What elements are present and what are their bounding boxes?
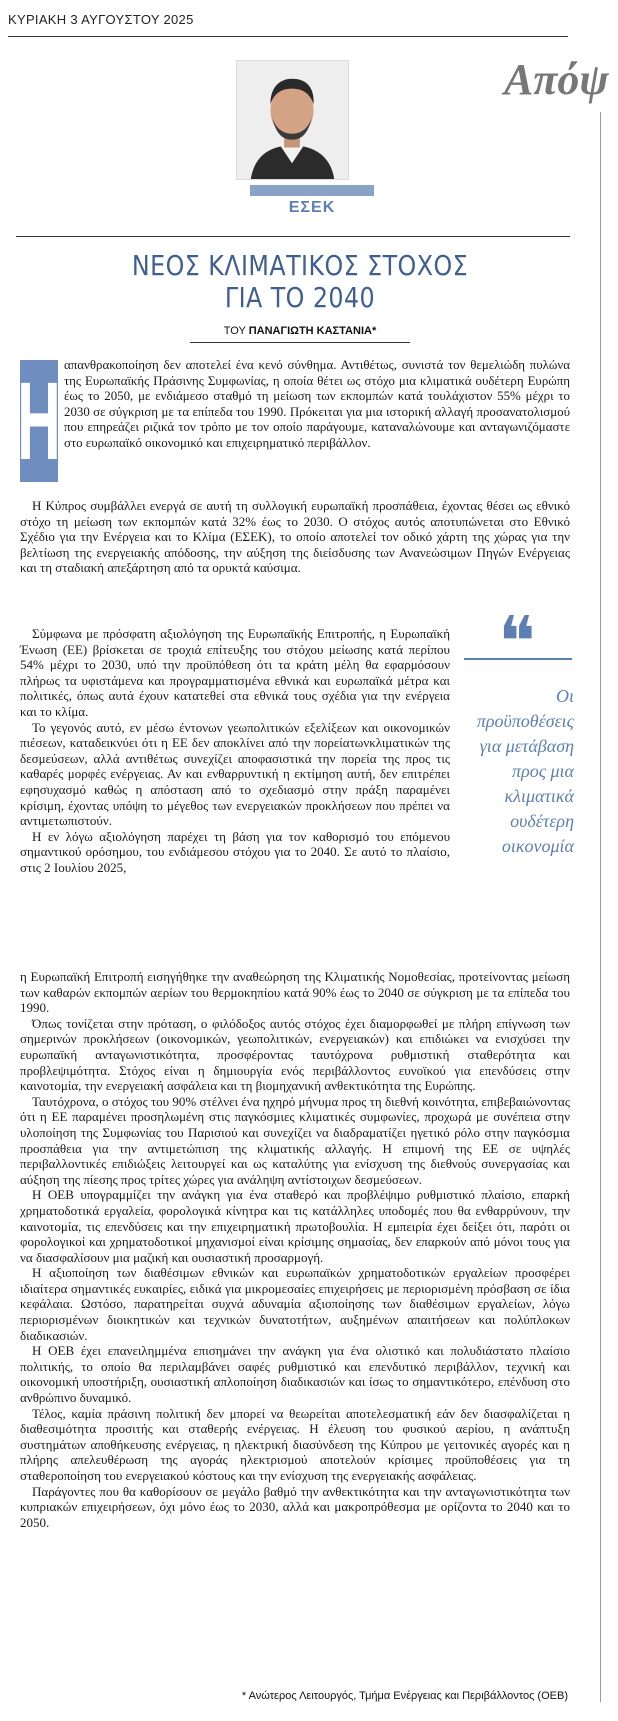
tag-bar [250,185,374,196]
body-column-narrow [20,626,450,876]
pullquote-line: οικονομία [501,836,574,856]
category-tag: ΕΣΕΚ [288,199,336,216]
byline-author: ΠΑΝΑΓΙΩΤΗ ΚΑΣΤΑΝΙΑ* [248,325,377,337]
byline-rule [190,342,410,343]
author-photo [236,60,349,180]
headline-rule [16,236,570,237]
pullquote-line: ουδέτερη [510,811,574,831]
section-title: Απόψ [504,55,609,104]
pullquote [462,684,574,859]
right-column-rule [600,112,601,1702]
headline-line-1: ΝΕΟΣ ΚΛΙΜΑΤΙΚΟΣ ΣΤΟΧΟΣ [131,249,469,282]
paragraph-11: Τέλος, καμία πράσινη πολιτική δεν μπορεί να θεωρείται αποτελεσματική εάν δεν διασφαλίζεται η διαθεσιμότητα προσιτής και σταθερής ενέργειας. Η έλευση του φυσικού αερίου, η ανάπτυξη συστημάτων αποθήκευσης ενέργειας, η ηλεκτρική διασύνδεση της Κύπρου με γειτονικές αγορές και η πλήρης απελευθέρωση της αγοράς ηλεκτρισμού αποτελούν κρίσιμες προϋποθέσεις για τη σταθεροποίηση του ενεργειακού κόστους και την ενίσχυση της ενεργειακής ασφάλειας. [20,1405,570,1483]
pullquote-line: προς μια [512,761,574,781]
author-portrait-image [237,61,348,179]
byline [100,325,500,337]
pullquote-line: κλιματικά [504,786,574,806]
paragraph-9: Η αξιοποίηση των διαθέσιμων εθνικών και ευρωπαϊκών χρηματοδοτικών εργαλείων προσφέρει ιδιαίτερα σημαντικές ευκαιρίες, ειδικά για μικρομεσαίες επιχειρήσεις με περιορισμένη πρόσβαση σε ίδια κεφάλαια. Ωστόσο, παρατηρείται συχνά αδυναμία αξιοποίησης των διαθέσιμων εργαλείων, λόγω περιορισμένων διοικητικών και τεχνικών δυνατοτήτων, αυξημένων απαιτήσεων και πολύπλοκων διαδικασιών. [20,1265,570,1343]
body-column-intro [64,358,570,452]
paragraph-3: Σύμφωνα με πρόσφατη αξιολόγηση της Ευρωπαϊκής Επιτροπής, η Ευρωπαϊκή Ένωση (ΕΕ) βρίσκεται σε τροχιά επίτευξης του στόχου μείωσης κατά περίπου 54% μέχρι το 2030, υπό την προϋπόθεση ότι τα κράτη μέλη θα εφαρμόσουν πλήρως τα υφιστάμενα και προγραμματισμένα εθνικά και ευρωπαϊκά μέτρα και πολιτικές, όπως αυτά έχουν κατατεθεί στα εθνικά τους σχέδια για την ενέργεια και το κλίμα. [20,626,450,719]
top-rule [8,36,568,37]
pullquote-line: προϋποθέσεις [476,711,574,731]
drop-cap [17,359,61,483]
byline-prefix: ΤΟΥ [223,325,246,337]
headline-line-2: ΓΙΑ ΤΟ 2040 [224,281,376,314]
paragraph-10: Η ΟΕΒ έχει επανειλημμένα επισημάνει την ανάγκη για ένα ολιστικό και πολυδιάστατο πλαίσιο πολιτικής, το οποίο θα περιλαμβάνει σαφές ρυθμιστικό και επενδυτικό περιβάλλον, τεχνική και οικονομική υποστήριξη, ουσιαστική απλοποίηση διαδικασιών και ίσως το σημαντικότερο, επένδυση στο ανθρώπινο δυναμικό. [20,1343,570,1406]
body-column-full-2 [20,969,570,1530]
paragraph-6: Όπως τονίζεται στην πρόταση, ο φιλόδοξος αυτός στόχος έχει διαμορφωθεί με πλήρη επίγνωση των σημερινών προκλήσεων (οικονομικών, γεωπολιτικών, ενεργειακών) και επιδιώκει να ενισχύσει την ευρωπαϊκή ανταγωνιστικότητα, προσφέροντας ταυτόχρονα ρυθμιστική σταθερότητα και προβλεψιμότητα. Στόχος είναι η δημιουργία ενός περιβάλλοντος ευνοϊκού για επενδύσεις στην καινοτομία, την ενεργειακή ασφάλεια και τη βιομηχανική ανθεκτικότητα της Ευρώπης. [20,1015,570,1094]
paragraph-4: Το γεγονός αυτό, εν μέσω έντονων γεωπολιτικών εξελίξεων και οικονομικών πιέσεων, καταδεικνύει ότι η ΕΕ δεν αποκλίνει από την πορείατωνκλιματικών της δεσμεύσεων, αλλά αντιθέτως συνεχίζει αποφασιστικά την πορεία της προς τις καθαρές μορφές ενέργειας. Αν και ενθαρρυντική η εκτίμηση αυτή, δεν επιτρέπει εφησυχασμό καθώς η απόσταση από το σχεδιασμό στην πράξη παραμένει κρίσιμη, έχοντας υπόψη το μέγεθος των ενεργειακών προκλήσεων που πρέπει να αντιμετωπιστούν. [20,719,450,829]
author-footnote: * Ανώτερος Λειτουργός, Τμήμα Ενέργειας και Περιβάλλοντος (ΟΕΒ) [241,1690,568,1702]
body-column-full-1 [20,498,570,576]
paragraph-1: απανθρακοποίηση δεν αποτελεί ένα κενό σύνθημα. Αντιθέτως, συνιστά τον θεμελιώδη πυλώνα της Ευρωπαϊκής Πράσινης Συμφωνίας, η οποία θέτει ως στόχο μια κλιματικά ουδέτερη Ευρώπη έως το 2050, με ενδιάμεσο σταθμό τη μείωση των εκπομπών κατά τουλάχιστον 55% μέχρι το 2030 σε σύγκριση με τα επίπεδα του 1990. Πρόκειται για μια ιστορική αλλαγή προσανατολισμού που επηρεάζει ριζικά τον τρόπο με τον οποίο παράγουμε, καταναλώνουμε και ανταγωνιζόμαστε στο ευρωπαϊκό οικονομικό και επιχειρηματικό περιβάλλον. [64,358,570,450]
pullquote-line: Οι [556,686,574,706]
paragraph-5-continued: η Ευρωπαϊκή Επιτροπή εισηγήθηκε την αναθεώρηση της Κλιματικής Νομοθεσίας, προτείνοντας μείωση των καθαρών εκπομπών αερίων του θερμοκηπίου κατά 90% έως το 2040 σε σύγκριση με τα επίπεδα του 1990. [20,969,570,1016]
paragraph-2: Η Κύπρος συμβάλλει ενεργά σε αυτή τη συλλογική ευρωπαϊκή προσπάθεια, έχοντας θέσει ως εθνικό στόχο τη μείωση των εκπομπών κατά 32% έως το 2030. Ο στόχος αυτός αποτυπώνεται στο Εθνικό Σχέδιο για την Ενέργεια και το Κλίμα (ΕΣΕΚ), το οποίο αποτελεί τον οδικό χάρτη της χώρας για την βελτίωση της ενεργειακής απόδοσης, την αύξηση της διείσδυσης των Ανανεώσιμων Πηγών Ενέργειας και τη σταδιακή απεξάρτηση από τα ορυκτά καύσιμα. [20,498,570,576]
paragraph-12: Παράγοντες που θα καθορίσουν σε μεγάλο βαθμό την ανθεκτικότητα και την ανταγωνιστικότητα των κυπριακών επιχειρήσεων, όχι μόνο έως το 2030, αλλά και μακροπρόθεσμα με ορίζοντα το 2040 και το 2050. [20,1483,570,1530]
pullquote-line: για μετάβαση [479,736,574,756]
paragraph-5: Η εν λόγω αξιολόγηση παρέχει τη βάση για τον καθορισμό του επόμενου σημαντικού ορόσημου, του ενδιάμεσου στόχου για το 2040. Σε αυτό το πλαίσιο, στις 2 Ιουλίου 2025, [20,828,450,875]
paragraph-8: Η ΟΕΒ υπογραμμίζει την ανάγκη για ένα σταθερό και προβλέψιμο ρυθμιστικό πλαίσιο, επαρκή χρηματοδοτικά εργαλεία, φορολογικά κίνητρα και τις κατάλληλες υποδομές που θα ενθαρρύνουν, την καινοτομία, τις επενδύσεις και την επιχειρηματική πρωτοβουλία. Η εμπειρία έχει δείξει ότι, παρότι οι φορολογικοί και χρηματοδοτικοί μηχανισμοί είναι κρίσιμης σημασίας, δεν επαρκούν από μόνοι τους για να διασφαλίσουν μια μαζική και ουσιαστική προσαρμογή. [20,1187,570,1265]
article-headline [96,250,504,314]
quote-mark-icon: ❝ [498,601,530,683]
paragraph-7: Ταυτόχρονα, ο στόχος του 90% στέλνει ένα ηχηρό μήνυμα προς τη διεθνή κοινότητα, επιβεβαιώνοντας ότι η ΕΕ παραμένει προσηλωμένη στις παγκόσμιες κλιματικές συμφωνίες, προχωρά με συνέπεια στην υλοποίηση της Συμφωνίας του Παρισιού και συνεχίζει να διαδραματίζει ηγετικό ρόλο στην παγκόσμια προσπάθεια για την αντιμετώπιση της κλιματικής αλλαγής. Η επιμονή της ΕΕ σε υψηλές περιβαλλοντικές επιδιώξεις λειτουργεί και ως καταλύτης για ενίσχυση της διεθνούς συνεργασίας και αύξηση της πίεσης προς τρίτες χώρες για ανάληψη αντίστοιχων δεσμεύσεων. [20,1093,570,1187]
date-line: ΚΥΡΙΑΚΗ 3 ΑΥΓΟΥΣΤΟΥ 2025 [8,12,194,27]
drop-cap-letter: Η [17,359,61,483]
